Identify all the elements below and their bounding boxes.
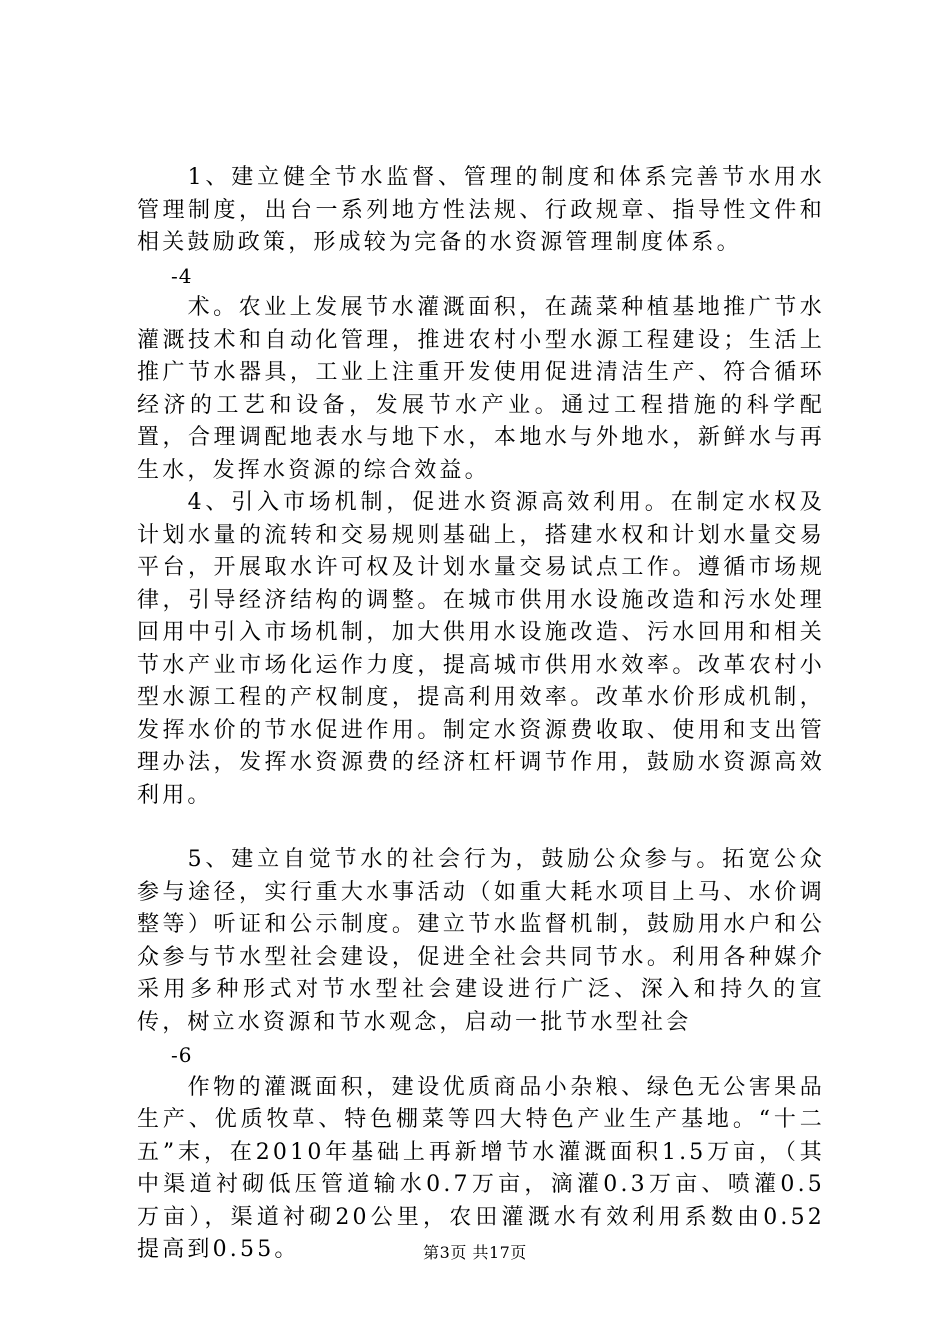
paragraph-spacer: [137, 812, 825, 844]
page-marker-6: -6: [171, 1043, 193, 1067]
paragraph-1: 1、建立健全节水监督、管理的制度和体系完善节水用水管理制度，出台一系列地方性法规、行政规章、指导性文件和相关鼓励政策，形成较为完备的水资源管理制度体系。: [137, 165, 825, 255]
paragraph-2: 术。农业上发展节水灌溉面积，在蔬菜种植基地推广节水灌溉技术和自动化管理，推进农村小型水源工程建设；生活上推广节水器具，工业上注重开发使用促进清洁生产、符合循环经济的工艺和设备，发展节水产业。通过工程措施的科学配置，合理调配地表水与地下水，本地水与外地水，新鲜水与再生水，发挥水资源的综合效益。: [137, 295, 825, 483]
paragraph-5: 作物的灌溉面积，建设优质商品小杂粮、绿色无公害果品生产、优质牧草、特色棚菜等四大特色产业生产基地。“十二五”末，在2010年基础上再新增节水灌溉面积1.5万亩，（其中渠道衬砌低压管道输水0.7万亩，滴灌0.3万亩、喷灌0.5万亩），渠道衬砌20公里，农田灌溉水有效利用系数由0.52提高到0.55。: [137, 1074, 825, 1262]
page-footer: 第3页 共17页: [423, 1243, 527, 1262]
paragraph-4: 5、建立自觉节水的社会行为，鼓励公众参与。拓宽公众参与途径，实行重大水事活动（如重大耗水项目上马、水价调整等）听证和公示制度。建立节水监督机制，鼓励用水户和公众参与节水型社会建设，促进全社会共同节水。利用各种媒介采用多种形式对节水型社会建设进行广泛、深入和持久的宣传，树立水资源和节水观念，启动一批节水型社会: [137, 847, 825, 1035]
paragraph-3: 4、引入市场机制，促进水资源高效利用。在制定水权及计划水量的流转和交易规则基础上，搭建水权和计划水量交易平台，开展取水许可权及计划水量交易试点工作。遵循市场规律，引导经济结构的调整。在城市供用水设施改造和污水处理回用中引入市场机制，加大供用水设施改造、污水回用和相关节水产业市场化运作力度，提高城市供用水效率。改革农村小型水源工程的产权制度，提高利用效率。改革水价形成机制，发挥水价的节水促进作用。制定水资源费收取、使用和支出管理办法，发挥水资源费的经济杠杆调节作用，鼓励水资源高效利用。: [137, 490, 825, 808]
document-body: [137, 162, 825, 1267]
page-marker-4: -4: [171, 263, 193, 288]
